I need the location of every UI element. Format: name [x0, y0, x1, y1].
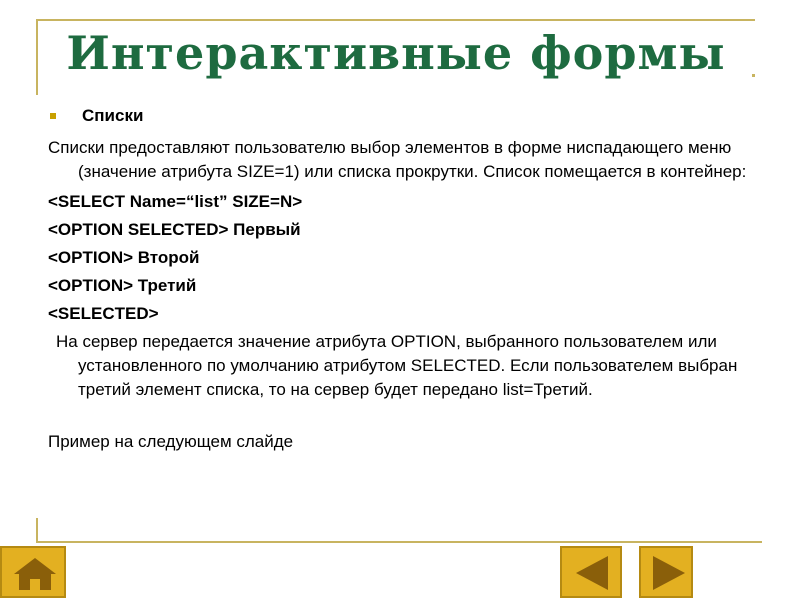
- code-line-option-1: <OPTION SELECTED> Первый: [48, 220, 301, 239]
- next-slide-button[interactable]: [639, 546, 693, 598]
- slide-body: [48, 104, 768, 458]
- home-icon: [2, 548, 68, 600]
- bullet-square-icon: [50, 113, 56, 119]
- frame-bottom-left-line: [36, 518, 38, 543]
- home-button[interactable]: [0, 546, 66, 598]
- footer-note: Пример на следующем слайде: [48, 432, 294, 451]
- triangle-right-icon: [641, 548, 695, 600]
- bullet-heading: Списки: [82, 106, 144, 125]
- bullet-item: [48, 104, 768, 128]
- triangle-left-icon: [562, 548, 624, 600]
- intro-paragraph: Списки предоставляют пользователю выбор элементов в форме ниспадающего меню (значение атрибута SIZE=1) или списка прокрутки. Список помещается в контейнер:: [48, 138, 747, 181]
- frame-bottom-line: [36, 541, 762, 543]
- code-line-close: <SELECTED>: [48, 304, 159, 323]
- previous-slide-button[interactable]: [560, 546, 622, 598]
- explanation-paragraph: На сервер передается значение атрибута OPTION, выбранного пользователем или установленного по умолчанию атрибутом SELECTED. Если пользователем выбран третий элемент списка, то на сервер будет передано list=Третий.: [56, 332, 738, 399]
- slide-title: Интерактивные формы: [66, 26, 726, 80]
- code-line-option-2: <OPTION> Второй: [48, 248, 200, 267]
- code-line-option-3: <OPTION> Третий: [48, 276, 197, 295]
- code-line-select: <SELECT Name=“list” SIZE=N>: [48, 192, 303, 211]
- frame-top-line: [36, 19, 755, 21]
